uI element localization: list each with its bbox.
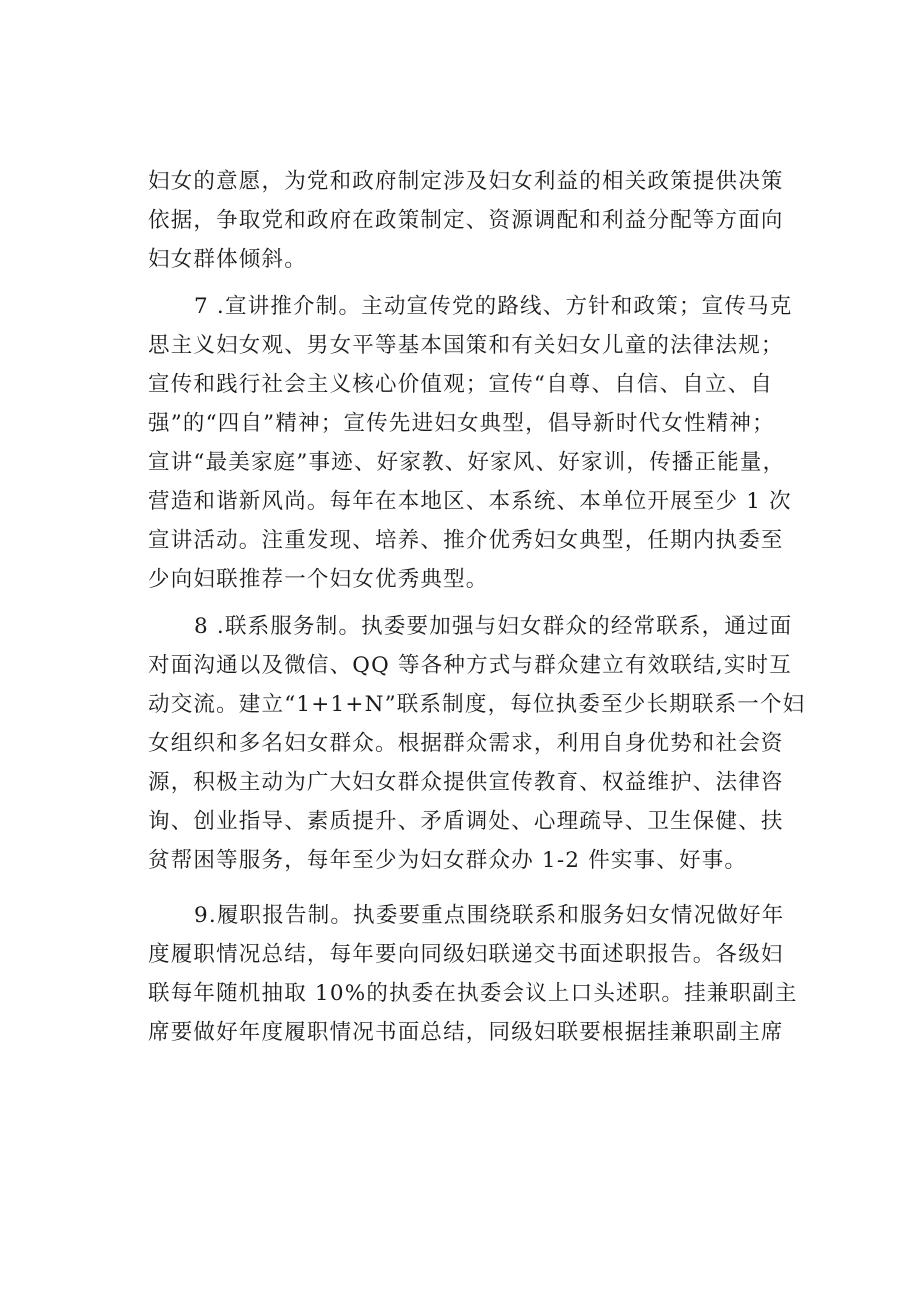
text-line: 询、创业指导、素质提升、矛盾调处、心理疏导、卫生保健、扶 — [148, 809, 784, 834]
text-line: 贫帮困等服务，每年至少为妇女群众办 1-2 件实事、好事。 — [148, 848, 748, 873]
text-line: 宣讲“最美家庭”事迹、好家教、好家风、好家训，传播正能量， — [148, 450, 786, 475]
paragraph-spacer — [148, 880, 808, 896]
text-line: 对面沟通以及微信、QQ 等各种方式与群众建立有效联结,实时互 — [148, 653, 792, 678]
text-line: 女组织和多名妇女群众。根据群众需求，利用自身优势和社会资 — [148, 731, 784, 756]
text-line: 依据，争取党和政府在政策制定、资源调配和利益分配等方面向 — [148, 208, 784, 233]
text-line: 联每年随机抽取 10%的执委在执委会议上口头述职。挂兼职副主 — [148, 981, 798, 1006]
paragraph-item-7 — [148, 287, 808, 599]
text-line: 强”的“四自”精神；宣传先进妇女典型，倡导新时代女性精神； — [148, 411, 775, 436]
text-line: 营造和谐新风尚。每年在本地区、本系统、本单位开展至少 1 次 — [148, 489, 792, 514]
text-line: 动交流。建立“1+1+N”联系制度，每位执委至少长期联系一个妇 — [148, 692, 806, 717]
text-line: 妇女的意愿，为党和政府制定涉及妇女利益的相关政策提供决策 — [148, 169, 784, 194]
paragraph-continuation — [148, 162, 808, 279]
paragraph-spacer — [148, 279, 808, 287]
text-line: 源，积极主动为广大妇女群众提供宣传教育、权益维护、法律咨 — [148, 770, 784, 795]
text-line: 9.履职报告制。执委要重点围绕联系和服务妇女情况做好年 — [194, 903, 785, 928]
text-line: 8 .联系服务制。执委要加强与妇女群众的经常联系，通过面 — [194, 614, 793, 639]
paragraph-spacer — [148, 599, 808, 607]
text-line: 度履职情况总结，每年要向同级妇联递交书面述职报告。各级妇 — [148, 942, 784, 967]
text-line: 席要做好年度履职情况书面总结，同级妇联要根据挂兼职副主席 — [148, 1020, 784, 1045]
text-line: 思主义妇女观、男女平等基本国策和有关妇女儿童的法律法规； — [148, 333, 784, 358]
text-line: 妇女群体倾斜。 — [148, 247, 307, 272]
text-line: 宣讲活动。注重发现、培养、推介优秀妇女典型，任期内执委至 — [148, 528, 784, 553]
paragraph-item-8 — [148, 607, 808, 880]
text-line: 7 .宣讲推介制。主动宣传党的路线、方针和政策；宣传马克 — [194, 294, 793, 319]
text-line: 少向妇联推荐一个妇女优秀典型。 — [148, 567, 489, 592]
document-body — [148, 162, 808, 1052]
paragraph-item-9 — [148, 896, 808, 1052]
text-line: 宣传和践行社会主义核心价值观；宣传“自尊、自信、自立、自 — [148, 372, 774, 397]
